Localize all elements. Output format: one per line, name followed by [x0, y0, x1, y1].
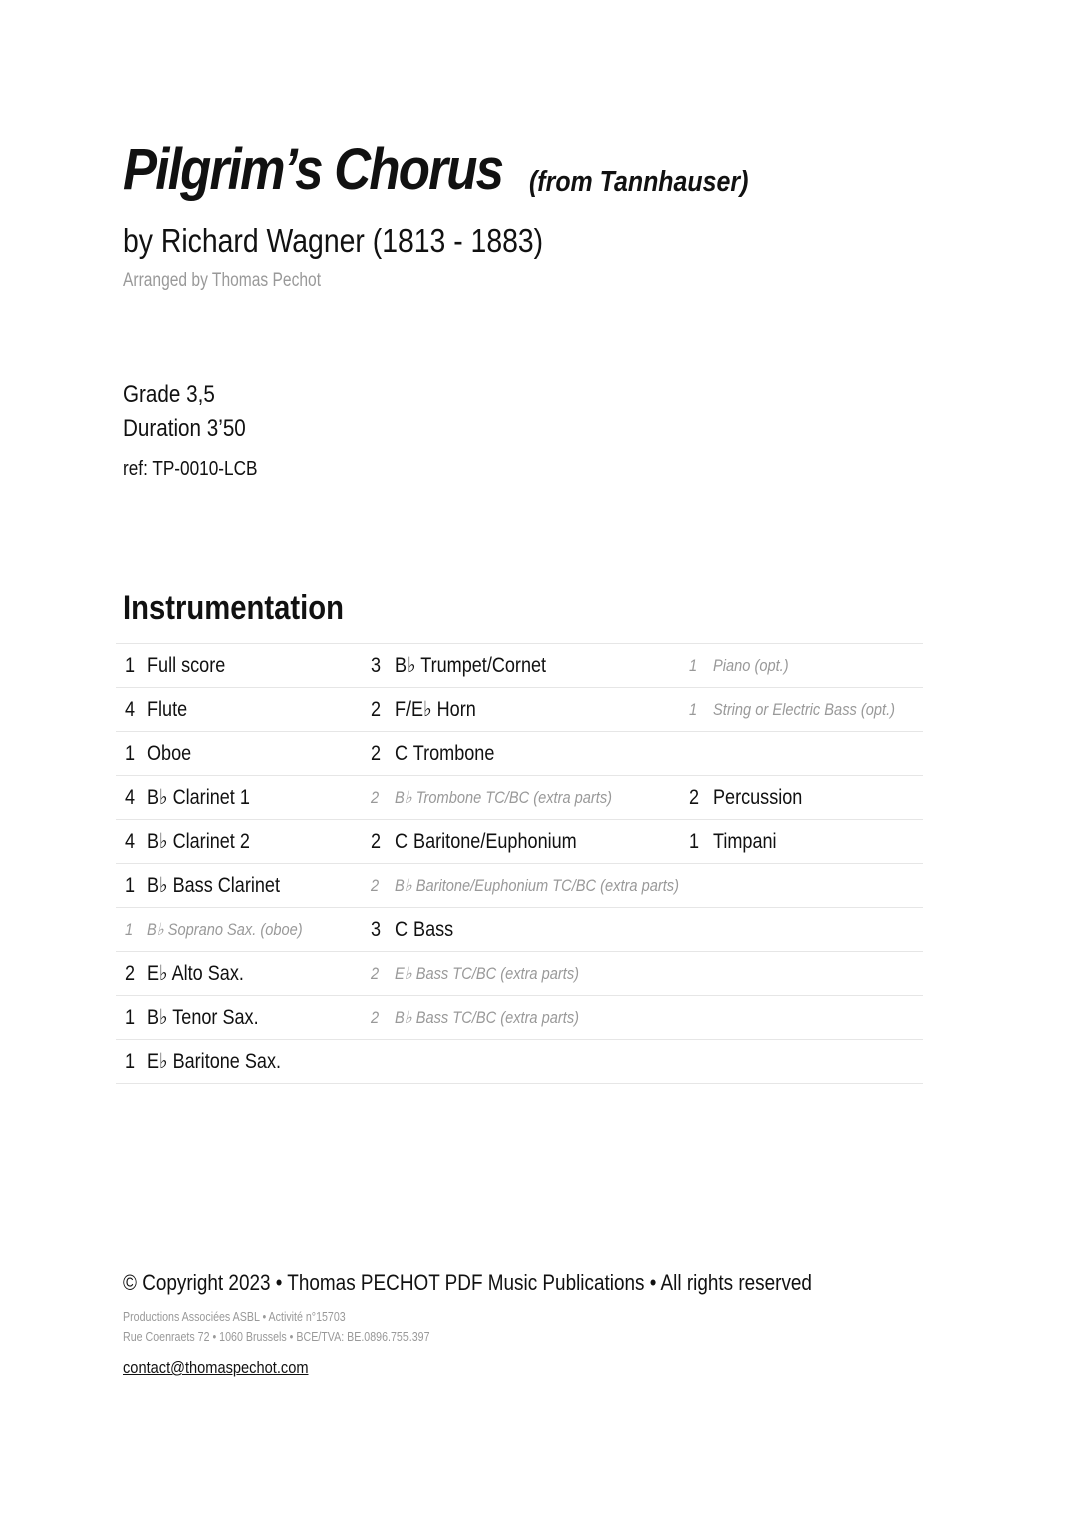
instrument-quantity: 2 — [371, 830, 382, 853]
instrument-name: C Trombone — [395, 742, 495, 765]
instrument-name: B♭ Trumpet/Cornet — [395, 654, 547, 677]
instrument-quantity: 2 — [125, 962, 136, 985]
instrument-row — [116, 687, 923, 731]
instrument-row — [116, 1039, 923, 1084]
instrument-quantity: 1 — [689, 830, 700, 853]
instrument-name: String or Electric Bass (opt.) — [713, 700, 895, 719]
instrument-row — [116, 775, 923, 819]
instrument-quantity: 1 — [125, 742, 136, 765]
grade-text: Grade 3,5 — [123, 381, 215, 408]
address-line-2: Rue Coenraets 72 • 1060 Brussels • BCE/TVA: BE.0896.755.397 — [123, 1329, 430, 1344]
arranger-line: Arranged by Thomas Pechot — [123, 270, 322, 291]
instrumentation-table — [116, 643, 923, 1084]
instrument-row — [116, 951, 923, 995]
duration-text: Duration 3’50 — [123, 415, 246, 442]
instrument-quantity: 1 — [689, 700, 698, 719]
instrument-name: Flute — [147, 698, 188, 721]
address-line-1: Productions Associées ASBL • Activité n°15703 — [123, 1309, 346, 1324]
instrumentation-heading: Instrumentation — [123, 589, 344, 627]
page-title: Pilgrim’s Chorus — [123, 137, 503, 202]
instrument-name: B♭ Clarinet 2 — [147, 830, 250, 853]
copyright-notice: © Copyright 2023 • Thomas PECHOT PDF Music Publications • All rights reserved — [123, 1270, 812, 1295]
instrument-quantity: 4 — [125, 786, 136, 809]
instrument-quantity: 2 — [371, 788, 380, 807]
instrument-row — [116, 995, 923, 1039]
instrument-quantity: 1 — [125, 1050, 136, 1073]
instrument-name: B♭ Clarinet 1 — [147, 786, 250, 809]
instrument-quantity: 4 — [125, 830, 136, 853]
instrument-quantity: 3 — [371, 918, 382, 941]
composer-line: by Richard Wagner (1813 - 1883) — [123, 222, 544, 259]
instrument-quantity: 1 — [689, 656, 698, 675]
instrument-quantity: 2 — [371, 1008, 380, 1027]
instrument-name: B♭ Bass TC/BC (extra parts) — [395, 1008, 579, 1027]
instrument-name: C Bass — [395, 918, 454, 941]
instrument-name: Oboe — [147, 742, 192, 765]
instrument-name: Full score — [147, 654, 226, 677]
instrument-name: Percussion — [713, 786, 803, 809]
instrument-name: C Baritone/Euphonium — [395, 830, 577, 853]
instrument-quantity: 1 — [125, 1006, 136, 1029]
instrument-name: Piano (opt.) — [713, 656, 789, 675]
instrument-quantity: 2 — [371, 698, 382, 721]
contact-email-link[interactable]: contact@thomaspechot.com — [123, 1358, 309, 1377]
instrument-name: E♭ Alto Sax. — [147, 962, 244, 985]
instrument-row — [116, 819, 923, 863]
instrument-quantity: 2 — [371, 964, 380, 983]
reference-text: ref: TP-0010-LCB — [123, 458, 258, 480]
instrument-quantity: 2 — [371, 876, 380, 895]
instrument-name: B♭ Trombone TC/BC (extra parts) — [395, 788, 613, 807]
instrument-quantity: 3 — [371, 654, 382, 677]
instrument-row — [116, 643, 923, 687]
instrument-name: B♭ Bass Clarinet — [147, 874, 280, 897]
instrument-name: B♭ Tenor Sax. — [147, 1006, 259, 1029]
instrument-name: E♭ Baritone Sax. — [147, 1050, 282, 1073]
instrument-quantity: 1 — [125, 874, 136, 897]
instrument-name: B♭ Baritone/Euphonium TC/BC (extra parts) — [395, 876, 679, 895]
title-line — [123, 136, 749, 203]
instrument-row — [116, 907, 923, 951]
instrument-quantity: 4 — [125, 698, 136, 721]
instrument-row — [116, 731, 923, 775]
instrument-quantity: 2 — [689, 786, 700, 809]
instrument-row — [116, 863, 923, 907]
instrument-name: E♭ Bass TC/BC (extra parts) — [395, 964, 579, 983]
instrument-quantity: 1 — [125, 920, 134, 939]
page-subtitle: (from Tannhauser) — [529, 166, 749, 198]
instrument-name: B♭ Soprano Sax. (oboe) — [147, 920, 303, 939]
instrument-name: F/E♭ Horn — [395, 698, 476, 721]
instrument-quantity: 1 — [125, 654, 136, 677]
instrument-name: Timpani — [713, 830, 777, 853]
instrument-quantity: 2 — [371, 742, 382, 765]
